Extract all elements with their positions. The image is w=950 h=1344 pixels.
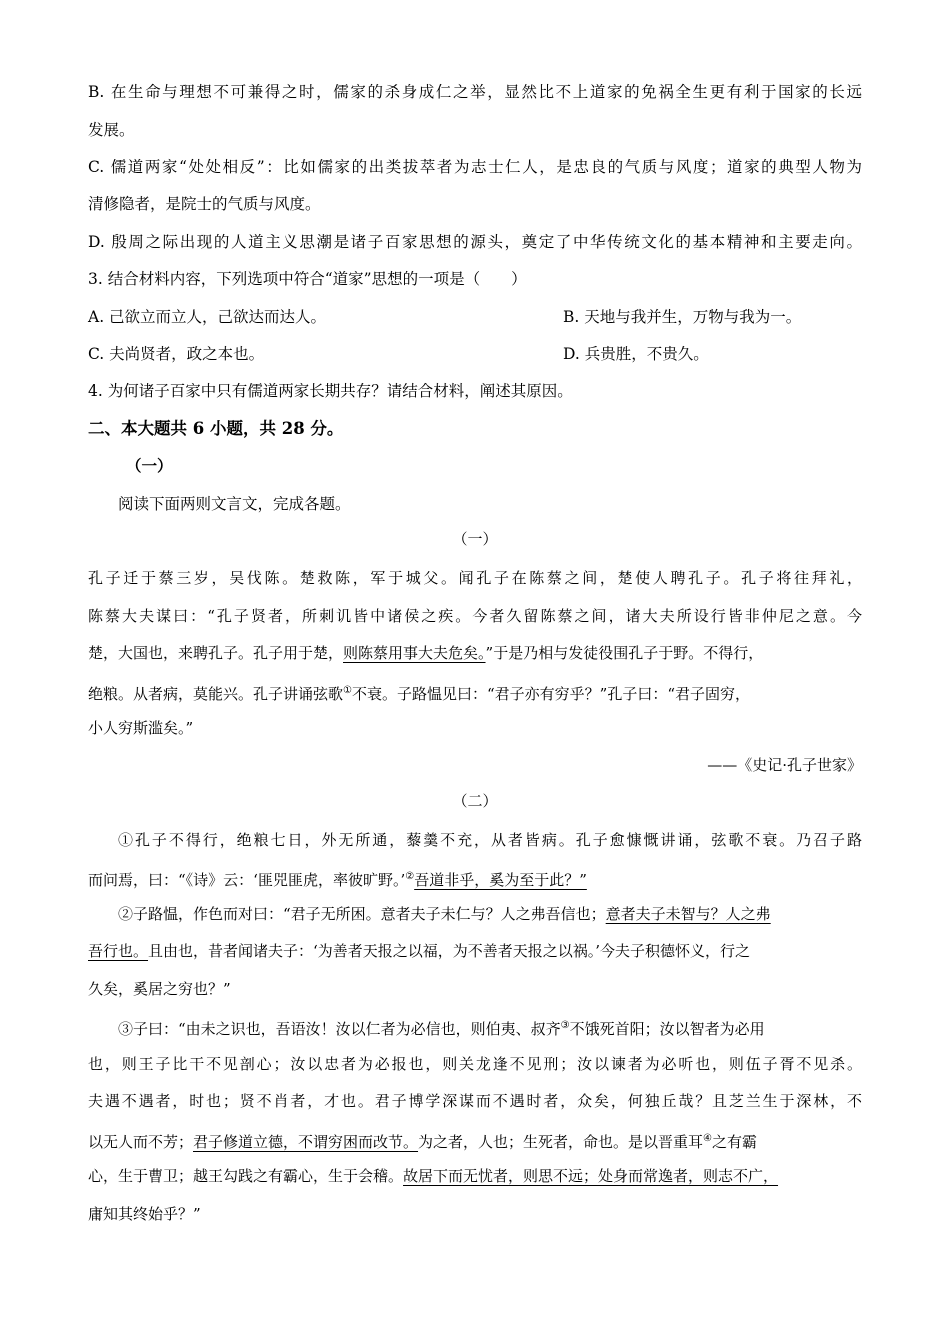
text-span: 为之者，人也；生死者，命也。是以晋重耳 [418, 1133, 704, 1151]
q2-option-c-line2: 清修隐者，是院士的气质与风度。 [88, 195, 321, 213]
underlined-sentence: 吾行也。 [88, 942, 149, 960]
text2-line: 久矣，奚居之穷也？” [88, 980, 231, 998]
text-span: ”于是乃相与发徒役围孔子于野。不得行， [485, 644, 764, 662]
text2-line: 庸知其终始乎？” [88, 1205, 201, 1223]
footnote-marker: ④ [703, 1133, 713, 1144]
underlined-sentence: 意者夫子未智与？人之弗 [605, 905, 771, 923]
text-span: ③子曰：“由未之识也，吾语汝！汝以仁者为必信也，则伯夷、叔齐 [118, 1020, 561, 1038]
text2-line [88, 941, 862, 961]
underlined-sentence: 则陈蔡用事大夫危矣。 [343, 644, 486, 662]
text2-line: ①孔子不得行，绝粮七日，外无所通，藜羹不充，从者皆病。孔子愈慷慨讲诵，弦歌不衰。乃召子路 [118, 831, 862, 849]
q3-options-row2 [88, 344, 862, 364]
text2-line: 夫遇不遇者，时也；贤不肖者，才也。君子博学深谋而不遇时者，众矣，何独丘哉？且芝兰生于深林，不 [88, 1092, 862, 1110]
text2-line [88, 1129, 862, 1152]
text-span: 不饿死首阳；汝以智者为必用 [569, 1020, 765, 1038]
text-span: 且由也，昔者闻诸夫子：‘为善者天报之以福，为不善者天报之以祸。’今夫子积德怀义，行之 [148, 942, 751, 960]
section-sub: （一） [126, 456, 173, 475]
text2-heading: （二） [452, 792, 498, 810]
q3-option-a: A. 己欲立而立人，己欲达而达人。 [88, 308, 327, 326]
q3-options-row1 [88, 307, 862, 327]
text2-line [88, 867, 862, 890]
footnote-marker: ③ [560, 1020, 570, 1031]
underlined-sentence: 君子修道立德，不谓穷困而改节。 [193, 1133, 419, 1151]
q2-option-d: D. 殷周之际出现的人道主义思潮是诸子百家思想的源头，奠定了中华传统文化的基本精神和主要走向。 [88, 233, 862, 251]
text2-line [88, 1166, 862, 1186]
q3-stem: 3. 结合材料内容，下列选项中符合“道家”思想的一项是（ ） [88, 270, 527, 288]
text-span: 楚，大国也，来聘孔子。孔子用于楚， [88, 644, 344, 662]
q2-option-b-line2: 发展。 [88, 121, 135, 139]
text-span: ②子路愠，作色而对曰：“君子无所困。意者夫子未仁与？人之弗吾信也； [118, 905, 606, 923]
q4-stem: 4. 为何诸子百家中只有儒道两家长期共存？请结合材料，阐述其原因。 [88, 382, 573, 400]
text1-line: 小人穷斯滥矣。” [88, 719, 194, 737]
text1-line [88, 681, 862, 704]
text2-line [118, 1016, 862, 1039]
text-span: 绝粮。从者病，莫能兴。孔子讲诵弦歌 [88, 685, 344, 703]
footnote-marker: ② [405, 871, 415, 882]
text1-heading: （一） [452, 530, 498, 548]
text1-line: 陈蔡大夫谋曰：“孔子贤者，所刺讥皆中诸侯之疾。今者久留陈蔡之间，诸大夫所设行皆非仲尼之意。今 [88, 607, 862, 625]
text1-source: ——《史记·孔子世家》 [707, 756, 862, 774]
text2-line [118, 904, 862, 924]
q3-option-d: D. 兵贵胜，不贵久。 [563, 345, 709, 363]
text1-line: 孔子迁于蔡三岁，吴伐陈。楚救陈，军于城父。闻孔子在陈蔡之间，楚使人聘孔子。孔子将往拜礼， [88, 569, 862, 587]
q2-option-c-line1: C. 儒道两家“处处相反”：比如儒家的出类拔萃者为志士仁人，是忠良的气质与风度；道家的典型人物为 [88, 158, 862, 176]
text1-line [88, 643, 862, 663]
text-span: 不衰。子路愠见曰：“君子亦有穷乎？”孔子曰：“君子固穷， [351, 685, 750, 703]
underlined-sentence: 吾道非乎，奚为至于此？” [414, 871, 587, 889]
text-span: 心，生于曹卫；越王勾践之有霸心，生于会稽。 [88, 1167, 404, 1185]
text-span: 而问焉，曰：“《诗》云：‘匪兕匪虎，率彼旷野。’ [88, 871, 406, 889]
section-title: 二、本大题共 6 小题，共 28 分。 [88, 419, 344, 438]
text-span: 之有霸 [712, 1133, 758, 1151]
underlined-sentence: 故居下而无忧者，则思不远；处身而常逸者，则志不广， [403, 1167, 779, 1185]
section-intro: 阅读下面两则文言文，完成各题。 [118, 495, 351, 513]
text2-line: 也，则王子比干不见剖心；汝以忠者为必报也，则关龙逢不见刑；汝以谏者为必听也，则伍子胥不见杀。 [88, 1055, 862, 1073]
q2-option-b-line1: B. 在生命与理想不可兼得之时，儒家的杀身成仁之举，显然比不上道家的免祸全生更有利于国家的长远 [88, 83, 862, 101]
footnote-marker: ① [343, 685, 352, 696]
text-span: 以无人而不芳； [88, 1133, 194, 1151]
q3-option-b: B. 天地与我并生，万物与我为一。 [563, 308, 802, 326]
q3-option-c: C. 夫尚贤者，政之本也。 [88, 345, 265, 363]
